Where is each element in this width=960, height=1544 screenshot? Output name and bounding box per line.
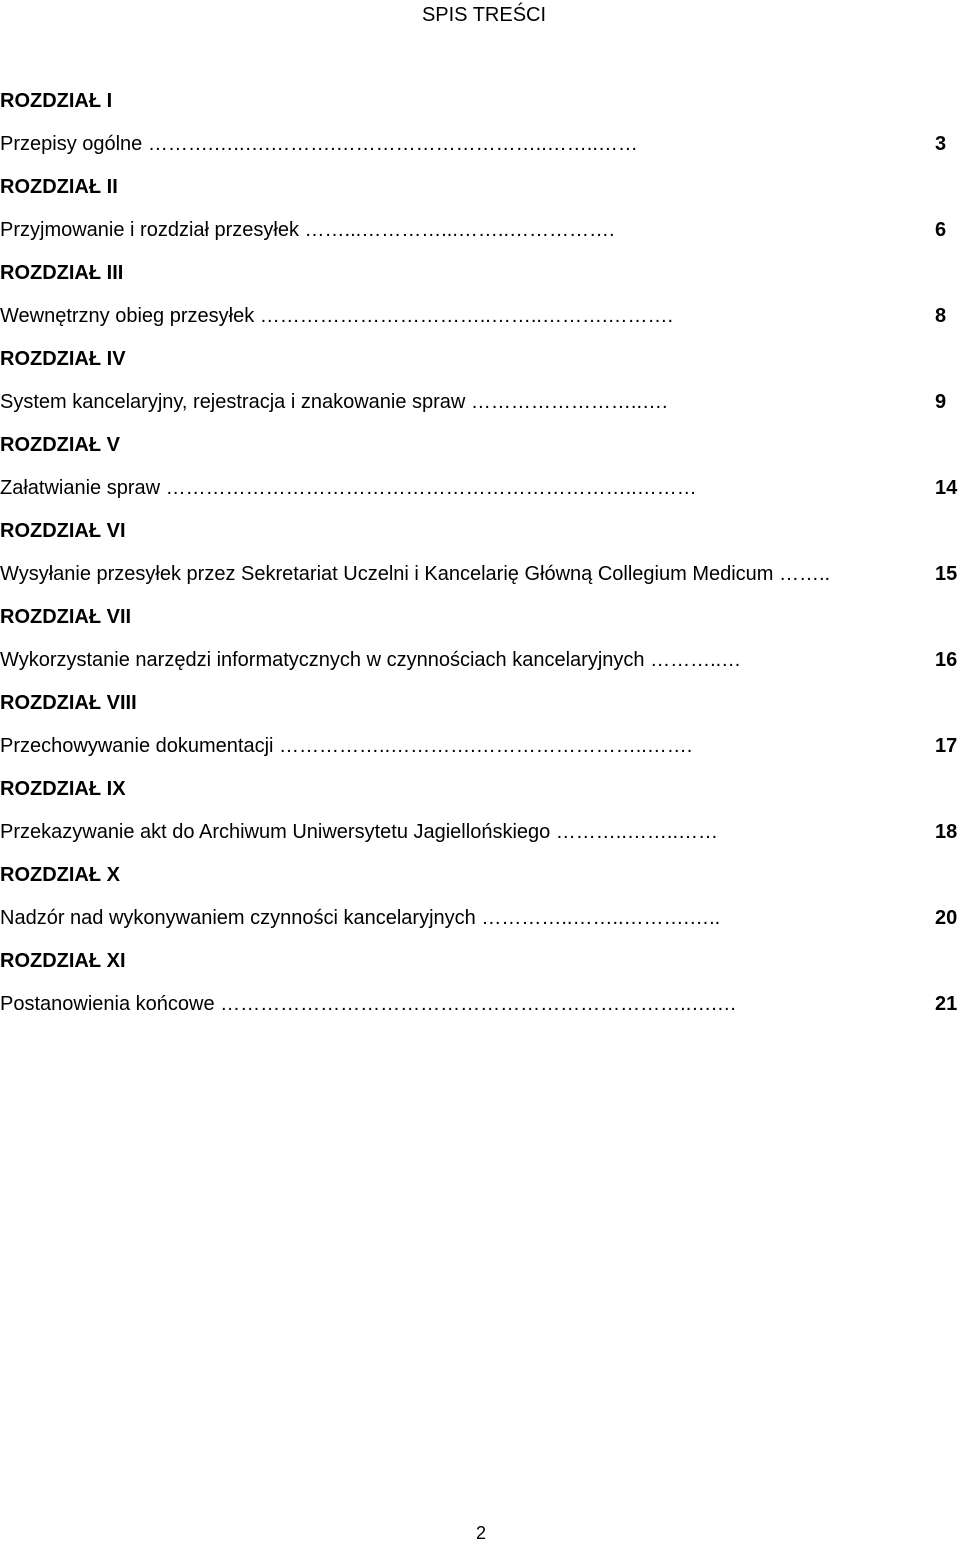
chapter-heading: ROZDZIAŁ IX xyxy=(0,778,126,800)
toc-entry-title: Wewnętrzny obieg przesyłek ……………………………..……..……….………. xyxy=(0,305,674,327)
toc-entry-title: System kancelaryjny, rejestracja i znakowanie spraw ……………………..…. xyxy=(0,391,668,413)
toc-entry[interactable] xyxy=(0,904,960,947)
chapter-heading: ROZDZIAŁ IV xyxy=(0,348,126,370)
page-title: SPIS TREŚCI xyxy=(421,4,547,26)
chapter-heading: ROZDZIAŁ V xyxy=(0,434,120,456)
chapter-heading: ROZDZIAŁ III xyxy=(0,262,124,284)
toc-entry-title: Wykorzystanie narzędzi informatycznych w czynnościach kancelaryjnych ………..… xyxy=(0,649,742,671)
chapter-heading: ROZDZIAŁ II xyxy=(0,176,118,198)
toc-entry-page: 8 xyxy=(935,305,947,327)
toc-chapter-7 xyxy=(0,603,960,689)
toc-entry-title: Postanowienia końcowe ……………………………………………………………..….… xyxy=(0,993,737,1015)
table-of-contents xyxy=(0,87,960,1033)
toc-chapter-3 xyxy=(0,259,960,345)
toc-chapter-1 xyxy=(0,87,960,173)
toc-chapter-2 xyxy=(0,173,960,259)
chapter-heading: ROZDZIAŁ X xyxy=(0,864,120,886)
toc-entry-page: 6 xyxy=(935,219,947,241)
chapter-heading: ROZDZIAŁ VI xyxy=(0,520,126,542)
toc-entry[interactable] xyxy=(0,818,960,861)
toc-chapter-8 xyxy=(0,689,960,775)
chapter-heading: ROZDZIAŁ VII xyxy=(0,606,132,628)
toc-entry[interactable] xyxy=(0,560,960,603)
toc-entry-page: 14 xyxy=(935,477,958,499)
toc-entry-page: 20 xyxy=(935,907,958,929)
toc-entry[interactable] xyxy=(0,388,960,431)
toc-chapter-5 xyxy=(0,431,960,517)
toc-chapter-6 xyxy=(0,517,960,603)
toc-entry-page: 3 xyxy=(935,133,947,155)
toc-chapter-4 xyxy=(0,345,960,431)
toc-entry-page: 9 xyxy=(935,391,947,413)
toc-entry[interactable] xyxy=(0,302,960,345)
toc-entry-title: Przechowywanie dokumentacji ……………..………….……………………..……. xyxy=(0,735,693,757)
chapter-heading: ROZDZIAŁ XI xyxy=(0,950,126,972)
toc-chapter-9 xyxy=(0,775,960,861)
toc-entry[interactable] xyxy=(0,646,960,689)
toc-chapter-11 xyxy=(0,947,960,1033)
page-number: 2 xyxy=(476,1523,487,1543)
toc-entry-page: 21 xyxy=(935,993,958,1015)
toc-entry-title: Nadzór nad wykonywaniem czynności kancelaryjnych …………..……..……….….. xyxy=(0,907,721,929)
toc-chapter-10 xyxy=(0,861,960,947)
toc-entry-page: 17 xyxy=(935,735,958,757)
toc-entry-page: 18 xyxy=(935,821,958,843)
toc-entry[interactable] xyxy=(0,990,960,1033)
toc-entry[interactable] xyxy=(0,130,960,173)
toc-entry-title: Przepisy ogólne ……….…..….……….…………………………..……..…… xyxy=(0,133,638,155)
toc-entry[interactable] xyxy=(0,474,960,517)
toc-entry-title: Wysyłanie przesyłek przez Sekretariat Uczelni i Kancelarię Główną Collegium Medicum …….. xyxy=(0,563,831,585)
toc-entry-title: Załatwianie spraw ……………………………………………………………..……… xyxy=(0,477,697,499)
toc-entry[interactable] xyxy=(0,216,960,259)
chapter-heading: ROZDZIAŁ I xyxy=(0,90,113,112)
toc-entry-title: Przyjmowanie i rozdział przesyłek ……...…………...……..……………. xyxy=(0,219,615,241)
chapter-heading: ROZDZIAŁ VIII xyxy=(0,692,137,714)
toc-entry[interactable] xyxy=(0,732,960,775)
toc-entry-page: 16 xyxy=(935,649,958,671)
toc-entry-title: Przekazywanie akt do Archiwum Uniwersytetu Jagiellońskiego ………..……..…… xyxy=(0,821,719,843)
toc-entry-page: 15 xyxy=(935,563,958,585)
